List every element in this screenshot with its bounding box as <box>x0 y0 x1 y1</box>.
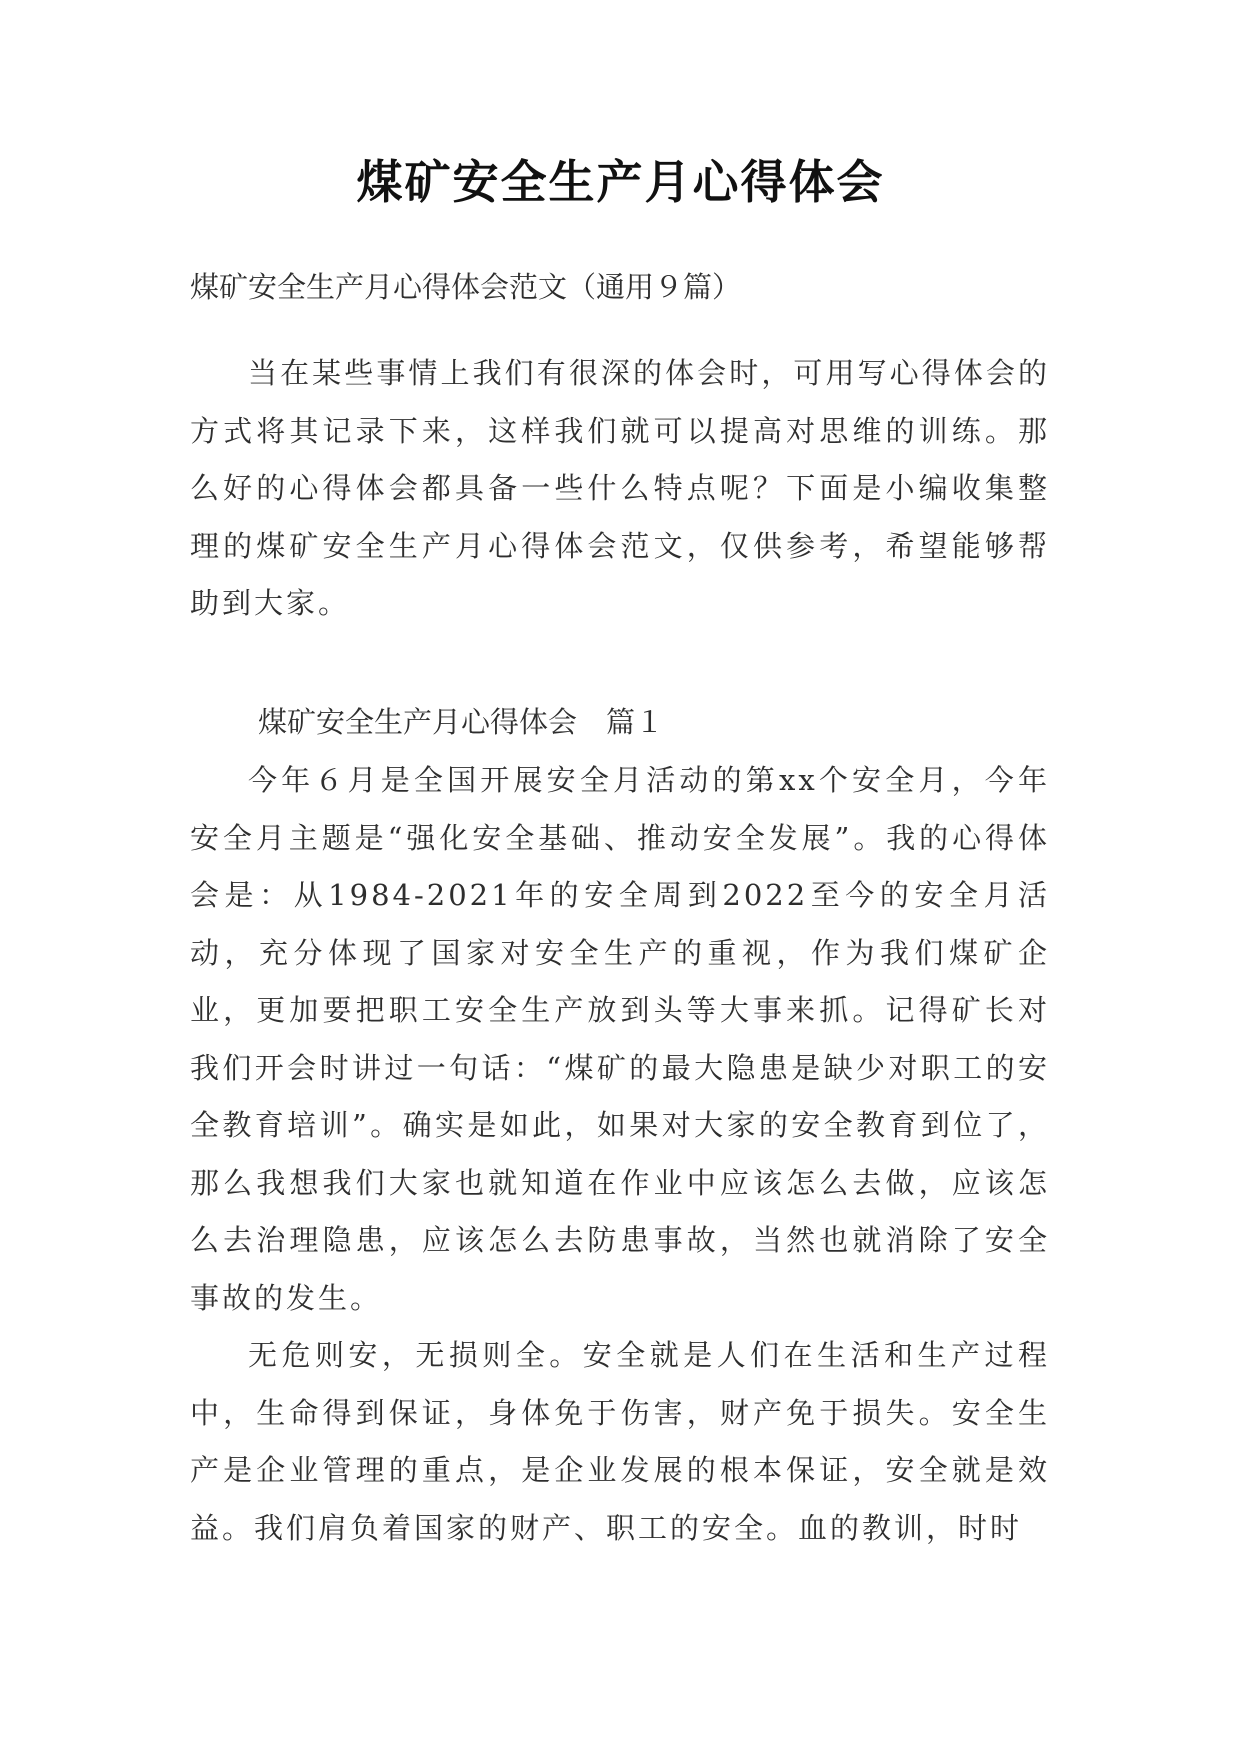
document-title: 煤矿安全生产月心得体会 <box>356 155 885 209</box>
section-heading: 煤矿安全生产月心得体会 篇１ <box>258 705 665 739</box>
intro-paragraph: 当在某些事情上我们有很深的体会时，可用写心得体会的方式将其记录下来，这样我们就可以提高对思维的训练。那么好的心得体会都具备一些什么特点呢？下面是小编收集整理的煤矿安全生产月心得体会范文，仅供参考，希望能够帮助到大家。 <box>190 356 1050 620</box>
section-body <box>190 752 1050 1557</box>
body-paragraph-2: 无危则安，无损则全。安全就是人们在生活和生产过程中，生命得到保证，身体免于伤害，财产免于损失。安全生产是企业管理的重点，是企业发展的根本保证，安全就是效益。我们肩负着国家的财产、职工的安全。血的教训，时时 <box>190 1338 1050 1545</box>
document-subtitle: 煤矿安全生产月心得体会范文（通用９篇） <box>190 270 742 304</box>
body-paragraph-1: 今年６月是全国开展安全月活动的第xx个安全月，今年安全月主题是“强化安全基础、推动安全发展”。我的心得体会是：从1984-2021年的安全周到2022至今的安全月活动，充分体现了国家对安全生产的重视，作为我们煤矿企业，更加要把职工安全生产放到头等大事来抓。记得矿长对我们开会时讲过一句话：“煤矿的最大隐患是缺少对职工的安全教育培训”。确实是如此，如果对大家的安全教育到位了，那么我想我们大家也就知道在作业中应该怎么去做，应该怎么去治理隐患，应该怎么去防患事故，当然也就消除了安全事故的发生。 <box>190 763 1050 1315</box>
